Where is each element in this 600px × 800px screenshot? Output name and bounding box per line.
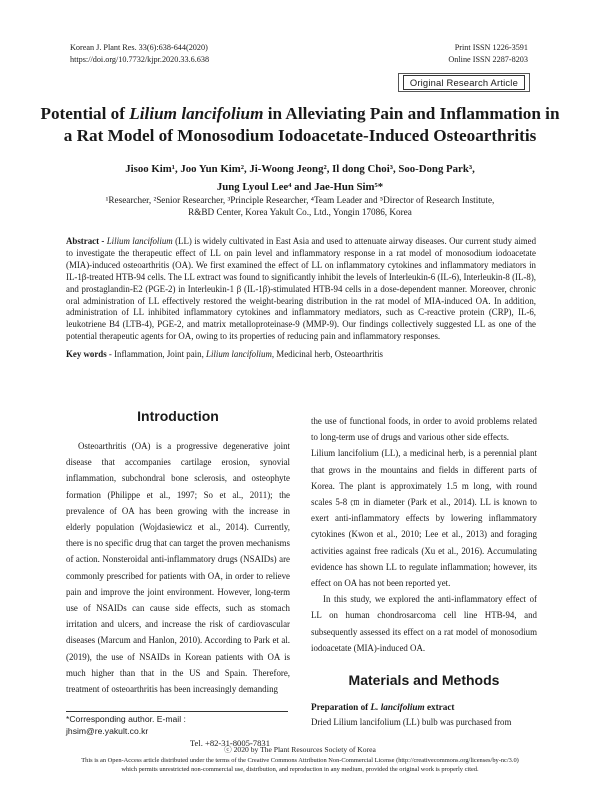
license-notice	[40, 757, 560, 774]
subheading-pre: Preparation of	[311, 702, 371, 713]
introduction-paragraph-3: In this study, we explored the anti-inflammatory effect of LL on human chondrosarcoma cell line HTB-94, and subsequently assessed its effect on a rat model of monosodium iodoacetate (MIA)-induced OA.	[311, 594, 537, 653]
journal-header-right	[448, 42, 528, 66]
abstract-label: Abstract -	[66, 236, 107, 246]
affiliations	[40, 194, 560, 218]
doi-link[interactable]: https://doi.org/10.7732/kjpr.2020.33.6.638	[70, 55, 210, 64]
subheading-post: extract	[424, 702, 455, 713]
authors-line1: Jisoo Kim¹, Joo Yun Kim², Ji-Woong Jeong², Il dong Choi³, Soo-Dong Park³,	[125, 163, 475, 175]
journal-citation: Korean J. Plant Res. 33(6):638-644(2020)	[70, 43, 208, 52]
right-column	[311, 413, 537, 730]
introduction-paragraph-1-continued: the use of functional foods, in order to avoid problems related to long-term use of drugs and various other side effects.	[311, 416, 537, 443]
footnote-email: *Corresponding author. E-mail : jhsim@re.yakult.co.kr	[66, 714, 186, 736]
title-part2: in Alleviating Pain and Inflammation in a Rat Model of Monosodium Iodoacetate-Induced Osteoarthritis	[63, 104, 560, 145]
methods-heading: Materials and Methods	[348, 672, 500, 689]
introduction-heading: Introduction	[137, 408, 219, 424]
affiliation-line2: R&BD Center, Korea Yakult Co., Ltd., Yongin 17086, Korea	[188, 207, 412, 217]
methods-paragraph-1: Dried Lilium lancifolium (LL) bulb was purchased from	[311, 717, 512, 728]
abstract	[66, 236, 536, 343]
keywords-species: Lilium lancifolium	[206, 349, 272, 359]
copyright-notice: ⓒ 2020 by The Plant Resources Society of Korea	[224, 745, 376, 754]
author-list	[40, 160, 560, 196]
introduction-paragraph-2: Lilium lancifolium (LL), a medicinal herb, is a perennial plant that grows in the mountains and fields in different parts of Korea. The plant is approximately 1.5 m long, with round scales 5-8 ㎝ in diameter (Park et al., 2014). LL is known to exert anti-inflammatory effects by lowering inflammatory cytokines (Kwon et al., 2010; Lee et al., 2013) and foraging activities against free radicals (Xu et al., 2016). Accumulating evidence has shown LL to regulate inflammation; however, its effect on OA has not been reported yet.	[311, 448, 537, 589]
left-column	[66, 408, 290, 697]
abstract-text: (LL) is widely cultivated in East Asia and used to attenuate airway diseases. Our current study aimed to investigate the therapeutic effect of LL on pain level and inflammatory response in a rat model of monosodium iodoacetate (MIA)-induced osteoarthritis (OA). We first examined the effect of LL on inflammatory cytokines and inflammatory mediators in IL-1β-treated HTB-94 cells. The LL extract was found to significantly inhibit the levels of Interleukin-6 (IL-6), Interleukin-8 (IL-8), and prostaglandin-E2 (PGE-2) in Interleukin-1 β (IL-1β)-stimulated HTB-94 cells in a dose-dependent manner. Moreover, chronic oral administration of LL effectively restored the weight-bearing distribution in the rat model of MIA-induced OA. In addition, administration of LL inhibited inflammatory cytokines and inflammatory mediators, such as C-reactive protein (CRP), IL-6, leukotriene B4 (LTB-4), PGE-2, and matrix metalloproteinase-9 (MMP-9). Our findings collectively suggested LL as one of the potential therapeutic agents for OA, owing to its properties of reducing pain and inflammatory responses.	[66, 236, 537, 342]
keywords-label: Key words	[66, 349, 107, 359]
license-line1: This is an Open-Access article distributed under the terms of the Creative Commons Attribution Non-Commercial License (http://creativecommons.org/licenses/by-nc/3.0)	[81, 757, 519, 764]
print-issn: Print ISSN 1226-3591	[454, 43, 528, 52]
title-species: Lilium lancifolium	[129, 104, 264, 123]
subheading-species: L. lancifolium	[370, 702, 425, 713]
license-line2: which permits unrestricted non-commercial use, distribution, and reproduction in any medium, provided the original work is properly cited.	[121, 765, 479, 773]
introduction-paragraph-1: Osteoarthritis (OA) is a progressive degenerative joint disease that accompanies cartilage erosion, synovial inflammation, subchondral bone sclerosis, and osteophyte formation (Philippe et al., 1997; So et al., 2011); the prevalence of OA has been growing with the increase in elderly population (Wojdasiewicz et al., 2014). Currently, there is no specific drug that can target the proven mechanisms of action. Nonsteroidal anti-inflammatory drugs (NSAIDs) are commonly prescribed for patients with OA, in order to relieve pain and improve the joint environment. However, long-term use of NSAIDs can cause side effects, such as stomach irritation and ulcers, and increase the risk of cardiovascular diseases (Marcum and Hanlon, 2010). According to Park et al. (2019), the use of NSAIDs in Korean patients with OA is much higher than that in the US and Spain. Therefore, treatment of osteoarthritis has been increasingly demanding	[66, 441, 290, 695]
article-type-label: Original Research Article	[403, 75, 525, 90]
article-type-badge	[398, 73, 530, 92]
keywords-before: - Inflammation, Joint pain,	[106, 349, 207, 359]
paper-title	[40, 103, 560, 147]
methods-subheading	[311, 702, 537, 712]
footnote-divider	[66, 711, 288, 712]
footnote-phone: Tel. +82-31-8005-7831	[189, 738, 270, 748]
authors-line2: Jung Lyoul Lee⁴ and Jae-Hun Sim⁵*	[216, 181, 384, 193]
abstract-species: Lilium lancifolium	[106, 236, 173, 246]
title-part1: Potential of	[40, 104, 130, 123]
journal-header-left	[70, 42, 209, 66]
keywords-after: , Medicinal herb, Osteoarthritis	[271, 349, 384, 359]
keywords	[66, 349, 536, 359]
affiliation-line1: ¹Researcher, ²Senior Researcher, ³Principle Researcher, ⁴Team Leader and ⁵Director of Research Institute,	[105, 195, 495, 205]
online-issn: Online ISSN 2287-8203	[448, 55, 528, 64]
